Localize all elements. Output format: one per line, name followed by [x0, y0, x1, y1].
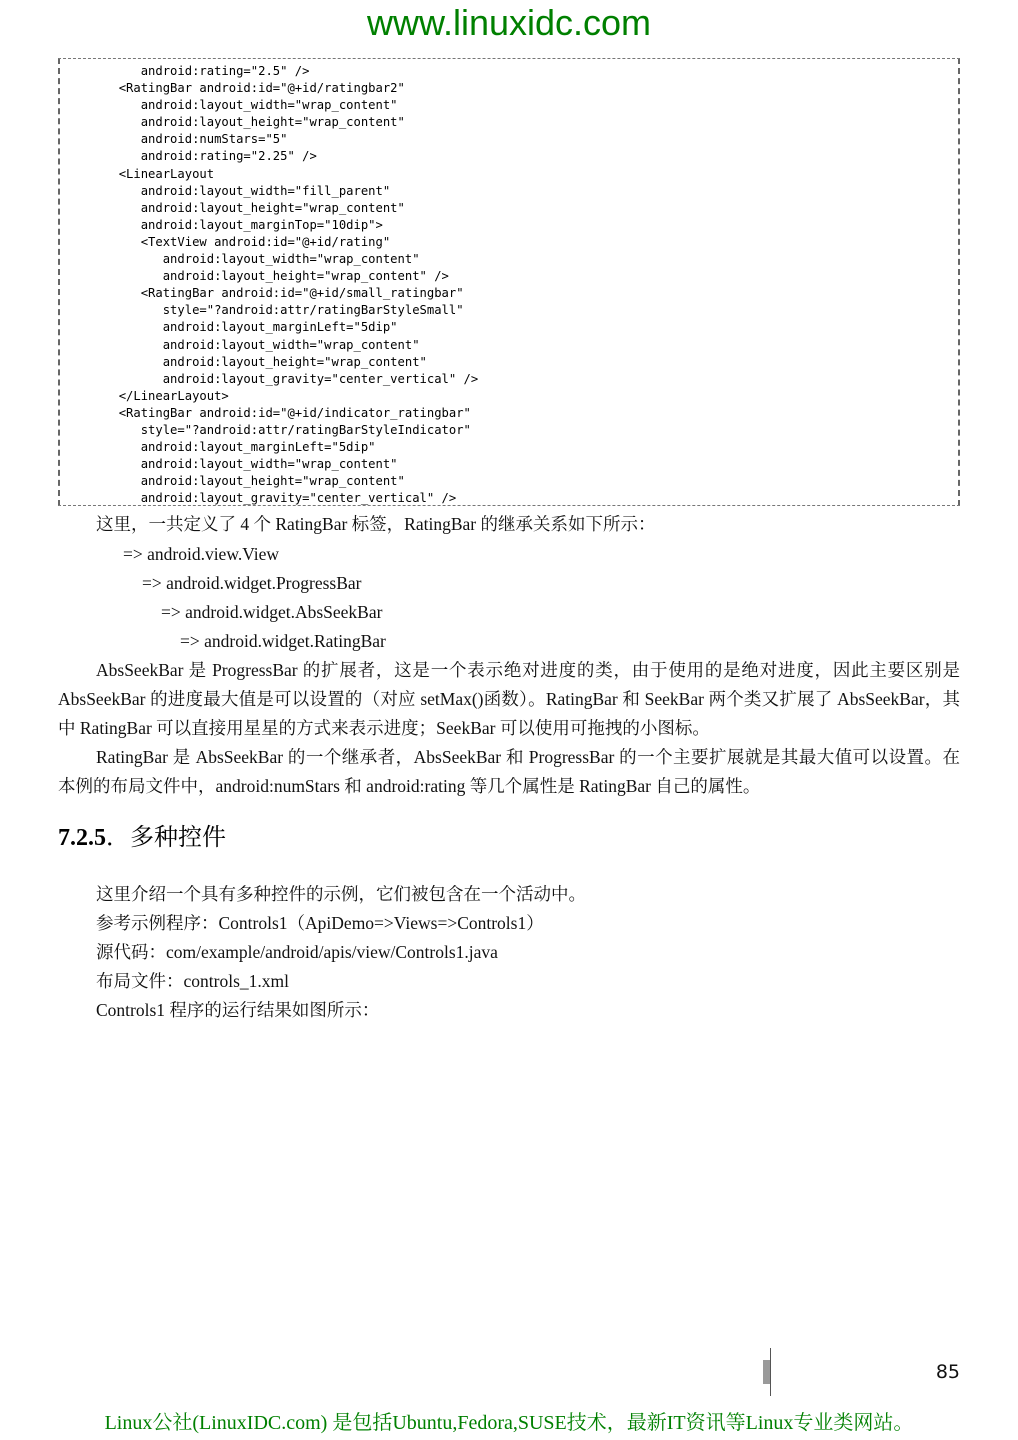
section-number: 7.2.5 [58, 825, 106, 851]
code-line: <RatingBar android:id="@+id/small_ratingbar" [60, 286, 464, 301]
code-line: android:layout_width="wrap_content" [60, 98, 398, 113]
code-line: android:layout_height="wrap_content" /> [60, 269, 449, 284]
section-body-line: Controls1 程序的运行结果如图所示： [96, 1000, 380, 1020]
footer-watermark: Linux公社(LinuxIDC.com) 是包括Ubuntu,Fedora,SUSE技术，最新IT资讯等Linux专业类网站。 [104, 1412, 914, 1434]
header-watermark: www.linuxidc.com [366, 2, 652, 43]
section-body-line: 源代码：com/example/android/apis/view/Controls1.java [96, 942, 498, 962]
code-line: android:layout_gravity="center_vertical" /> [60, 491, 457, 506]
code-line: android:layout_marginLeft="5dip" [60, 440, 376, 455]
code-line: <RatingBar android:id="@+id/ratingbar2" [60, 81, 405, 96]
code-lines [60, 63, 478, 507]
hierarchy-item: => android.widget.RatingBar [180, 631, 386, 651]
code-line: <TextView android:id="@+id/rating" [60, 234, 391, 249]
code-line: android:rating="2.5" /> [60, 64, 310, 78]
paragraph-ratingbar [58, 743, 960, 801]
section-separator: ． [106, 825, 130, 851]
hierarchy-item: => android.view.View [123, 544, 280, 564]
code-line: style="?android:attr/ratingBarStyleIndicator" [60, 422, 471, 437]
section-heading [58, 818, 226, 858]
hierarchy-item: => android.widget.ProgressBar [142, 573, 362, 593]
code-line: android:layout_width="wrap_content" [60, 337, 420, 352]
section-body-line: 这里介绍一个具有多种控件的示例，它们被包含在一个活动中。 [96, 884, 586, 904]
page-marker-bar [763, 1360, 770, 1384]
code-line: android:layout_marginTop="10dip"> [60, 217, 383, 232]
section-body-line: 参考示例程序：Controls1（ApiDemo=>Views=>Controls1） [96, 913, 544, 933]
code-line: android:layout_width="fill_parent" [60, 183, 391, 198]
code-line: android:layout_height="wrap_content" [60, 474, 405, 489]
code-line: style="?android:attr/ratingBarStyleSmall" [60, 303, 464, 318]
paragraph-absseekbar [58, 656, 960, 743]
code-listing [58, 58, 960, 506]
code-line: <LinearLayout [60, 166, 215, 181]
code-line: android:layout_height="wrap_content" [60, 115, 405, 130]
code-line: android:layout_width="wrap_content" [60, 252, 420, 267]
section-body-line: 布局文件：controls_1.xml [96, 971, 289, 991]
code-line: <RatingBar android:id="@+id/indicator_ratingbar" [60, 405, 471, 420]
paragraph-text: RatingBar 是 AbsSeekBar 的一个继承者，AbsSeekBar 和 ProgressBar 的一个主要扩展就是其最大值可以设置。在本例的布局文件中，android:numStars 和 android:rating 等几个属性是 RatingBar 自己的属性。 [58, 747, 960, 796]
code-line: android:layout_width="wrap_content" [60, 457, 398, 472]
code-line: </LinearLayout> [60, 388, 229, 403]
hierarchy-item: => android.widget.AbsSeekBar [161, 602, 383, 622]
code-line: android:layout_gravity="center_vertical" /> [60, 371, 479, 386]
code-line: android:layout_marginLeft="5dip" [60, 320, 398, 335]
code-line: android:layout_height="wrap_content" [60, 354, 427, 369]
section-title: 多种控件 [130, 825, 226, 851]
code-line: android:layout_height="wrap_content" [60, 200, 405, 215]
paragraph-text: AbsSeekBar 是 ProgressBar 的扩展者，这是一个表示绝对进度的类，由于使用的是绝对进度，因此主要区别是 AbsSeekBar 的进度最大值是可以设置的（对应 setMax()函数）。RatingBar 和 SeekBar 两个类又扩展了 AbsSeekBar，其中 RatingBar 可以直接用星星的方式来表示进度；SeekBar 可以使用可拖拽的小图标。 [58, 660, 960, 738]
page-marker-line [770, 1348, 771, 1396]
page-number: 85 [935, 1361, 960, 1383]
code-line: android:numStars="5" [60, 132, 288, 147]
code-line: android:rating="2.25" /> [60, 149, 317, 164]
intro-text: 这里，一共定义了 4 个 RatingBar 标签，RatingBar 的继承关系如下所示： [96, 514, 656, 534]
